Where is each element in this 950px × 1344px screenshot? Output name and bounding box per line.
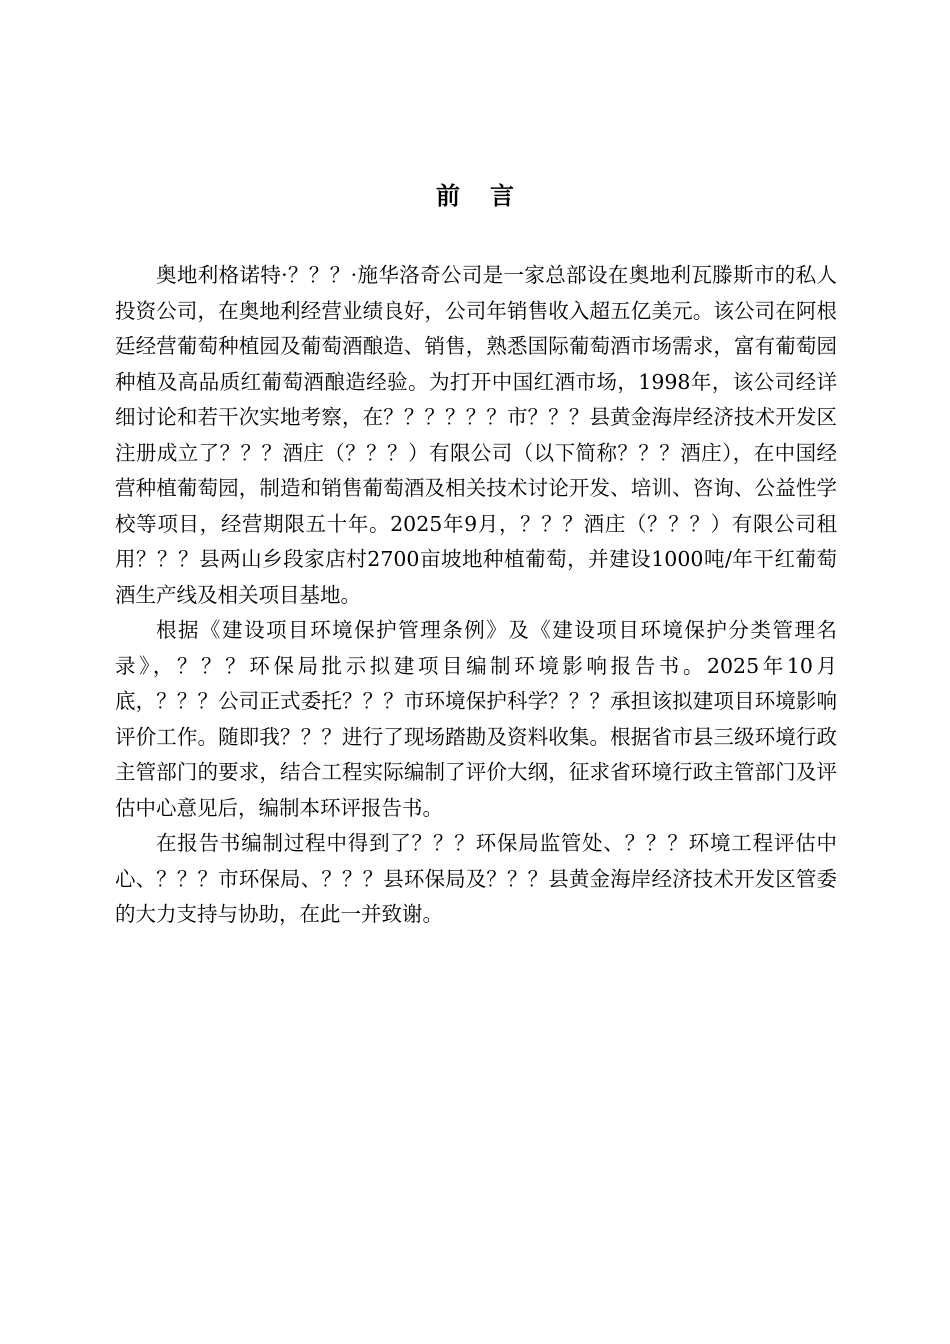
paragraph-acknowledgement: 在报告书编制过程中得到了？？？环保局监管处、？？？环境工程评估中心、？？？市环保局、？？？县环保局及？？？县黄金海岸经济技术开发区管委的大力支持与协助，在此一并致谢。 — [115, 831, 837, 926]
document-body — [115, 258, 837, 933]
paragraph-intro: 奥地利格诺特·？？？·施华洛奇公司是一家总部设在奥地利瓦滕斯市的私人投资公司，在奥地利经营业绩良好，公司年销售收入超五亿美元。该公司在阿根廷经营葡萄种植园及葡萄酒酿造、销售，熟悉国际葡萄酒市场需求，富有葡萄园种植及高品质红葡萄酒酿造经验。为打开中国红酒市场，1998年，该公司经详细讨论和若干次实地考察，在？？？？？？市？？？县黄金海岸经济技术开发区注册成立了？？？酒庄（？？？）有限公司（以下简称？？？酒庄），在中国经营种植葡萄园，制造和销售葡萄酒及相关技术讨论开发、培训、咨询、公益性学校等项目，经营期限五十年。2025年9月，？？？酒庄（？？？）有限公司租用？？？县两山乡段家店村2700亩坡地种植葡萄，并建设1000吨/年干红葡萄酒生产线及相关项目基地。 — [115, 263, 837, 607]
paragraph-commission: 根据《建设项目环境保护管理条例》及《建设项目环境保护分类管理名录》，？？？环保局批示拟建项目编制环境影响报告书。2025年10月底，？？？公司正式委托？？？市环境保护科学？？？承担该拟建项目环境影响评价工作。随即我？？？进行了现场踏勘及资料收集。根据省市县三级环境行政主管部门的要求，结合工程实际编制了评价大纲，征求省环境行政主管部门及评估中心意见后，编制本环评报告书。 — [115, 618, 837, 820]
page-title: 前言 — [436, 182, 544, 210]
